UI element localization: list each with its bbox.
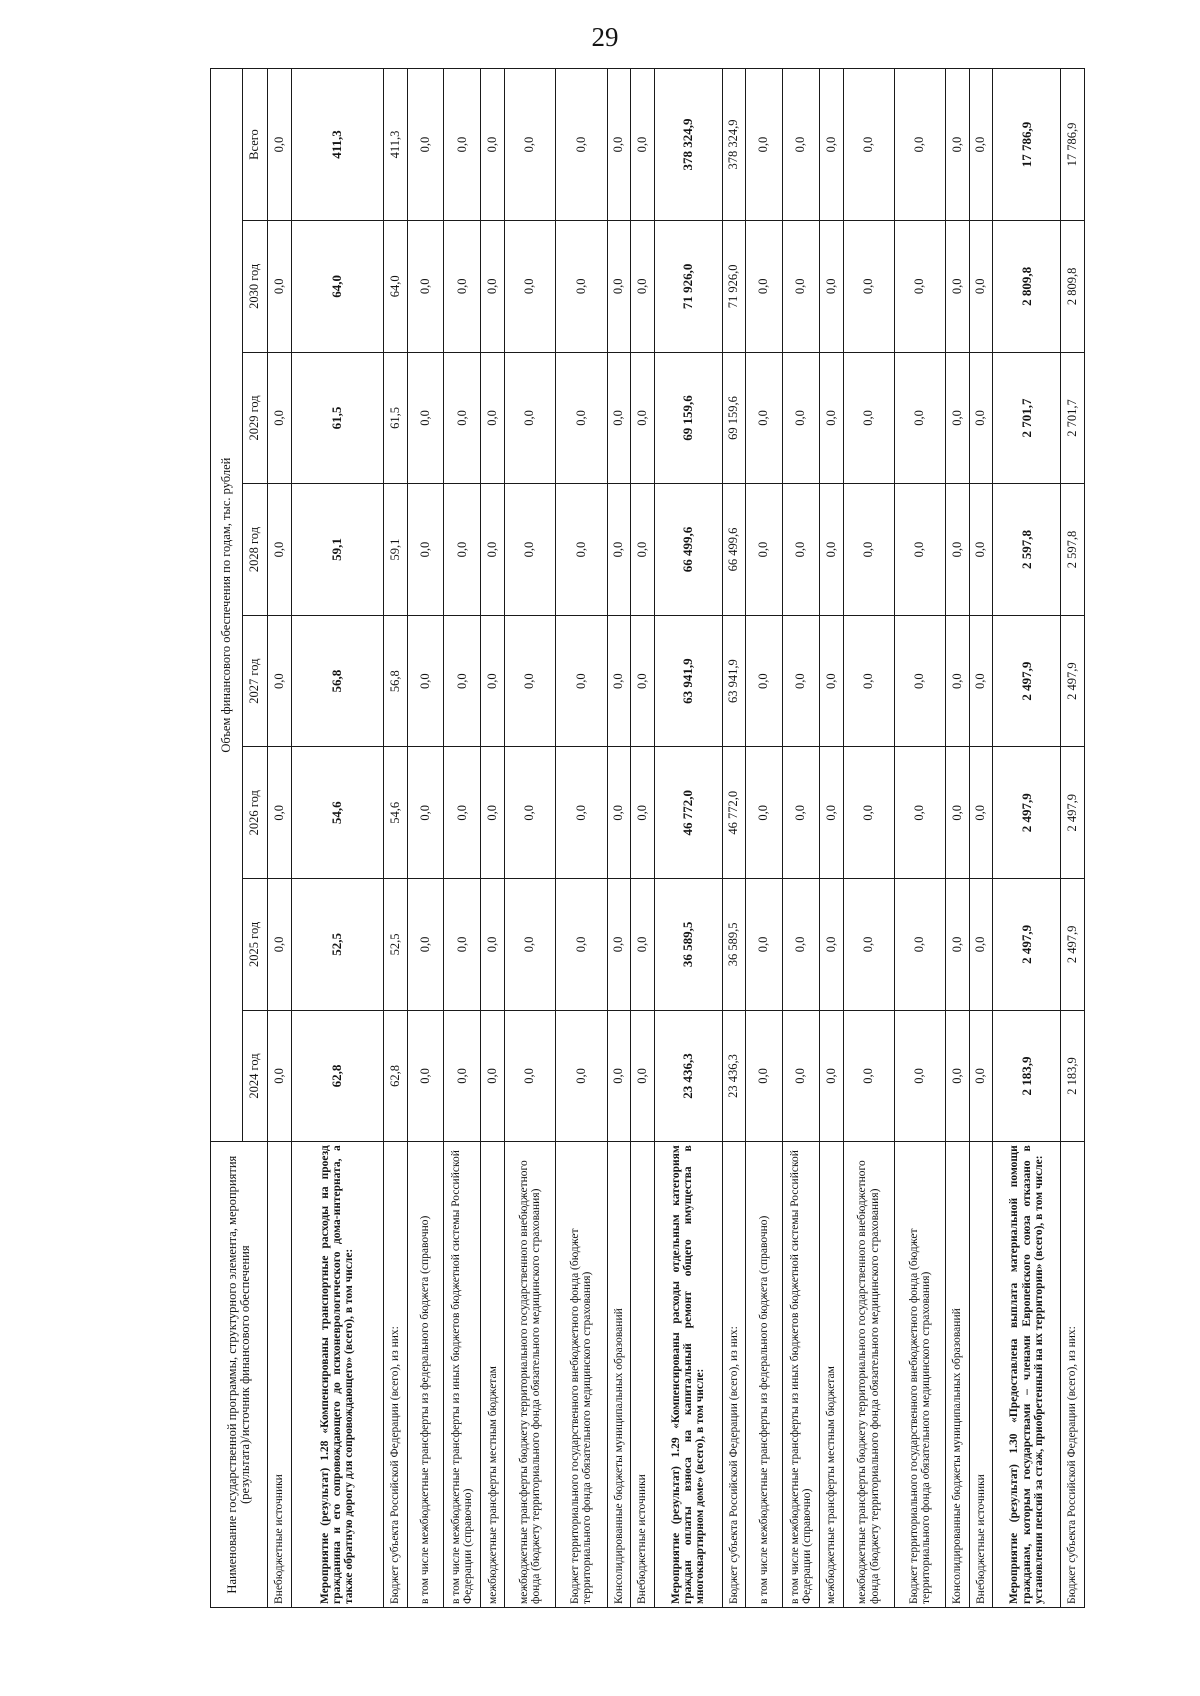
row-year-value: 0,0 bbox=[631, 352, 655, 484]
row-year-value: 0,0 bbox=[746, 615, 783, 747]
row-year-value: 0,0 bbox=[946, 352, 970, 484]
row-year-value: 0,0 bbox=[894, 615, 945, 747]
row-total-value: 0,0 bbox=[946, 69, 970, 221]
table-row bbox=[481, 69, 505, 1608]
funding-table bbox=[210, 68, 1085, 1608]
row-year-value: 0,0 bbox=[783, 747, 820, 879]
row-year-value: 0,0 bbox=[969, 352, 993, 484]
row-total-value: 0,0 bbox=[894, 69, 945, 221]
row-year-value: 54,6 bbox=[291, 747, 383, 879]
row-year-value: 0,0 bbox=[481, 484, 505, 616]
row-year-value: 0,0 bbox=[783, 221, 820, 353]
row-year-value: 23 436,3 bbox=[654, 1010, 722, 1142]
row-year-value: 0,0 bbox=[820, 1010, 844, 1142]
row-label: Бюджет субъекта Российской Федерации (всего), из них: bbox=[383, 1142, 407, 1608]
row-total-value: 0,0 bbox=[444, 69, 481, 221]
row-total-value: 378 324,9 bbox=[654, 69, 722, 221]
row-year-value: 2 497,9 bbox=[993, 879, 1061, 1011]
row-year-value: 61,5 bbox=[291, 352, 383, 484]
row-total-value: 17 786,9 bbox=[993, 69, 1061, 221]
row-year-value: 66 499,6 bbox=[654, 484, 722, 616]
row-year-value: 46 772,0 bbox=[654, 747, 722, 879]
row-total-value: 0,0 bbox=[607, 69, 631, 221]
header-name-column: Наименование государственной программы, структурного элемента, мероприятия (результата)/источник финансового обеспечения bbox=[211, 1142, 268, 1608]
row-year-value: 0,0 bbox=[783, 615, 820, 747]
row-year-value: 0,0 bbox=[556, 352, 607, 484]
row-year-value: 0,0 bbox=[746, 1010, 783, 1142]
row-year-value: 0,0 bbox=[631, 221, 655, 353]
header-year: 2029 год bbox=[243, 352, 268, 484]
row-year-value: 0,0 bbox=[969, 747, 993, 879]
table-body bbox=[268, 69, 1085, 1608]
row-label: Бюджет территориального государственного внебюджетного фонда (бюджет территориального фонда обязательного медицинского страхования) bbox=[556, 1142, 607, 1608]
header-year: 2024 год bbox=[243, 1010, 268, 1142]
row-year-value: 2 597,8 bbox=[1061, 484, 1085, 616]
row-year-value: 0,0 bbox=[783, 484, 820, 616]
row-year-value: 0,0 bbox=[843, 615, 894, 747]
row-year-value: 0,0 bbox=[946, 615, 970, 747]
row-year-value: 0,0 bbox=[444, 1010, 481, 1142]
row-year-value: 0,0 bbox=[607, 747, 631, 879]
row-year-value: 62,8 bbox=[383, 1010, 407, 1142]
row-year-value: 0,0 bbox=[556, 615, 607, 747]
row-year-value: 0,0 bbox=[969, 221, 993, 353]
row-year-value: 2 497,9 bbox=[1061, 615, 1085, 747]
row-year-value: 0,0 bbox=[969, 879, 993, 1011]
row-year-value: 64,0 bbox=[383, 221, 407, 353]
row-year-value: 0,0 bbox=[969, 615, 993, 747]
row-total-value: 0,0 bbox=[505, 69, 556, 221]
row-label: Внебюджетные источники bbox=[268, 1142, 292, 1608]
row-year-value: 0,0 bbox=[607, 615, 631, 747]
row-year-value: 0,0 bbox=[946, 879, 970, 1011]
row-year-value: 0,0 bbox=[505, 615, 556, 747]
row-year-value: 0,0 bbox=[746, 879, 783, 1011]
row-year-value: 54,6 bbox=[383, 747, 407, 879]
row-year-value: 2 497,9 bbox=[993, 747, 1061, 879]
row-year-value: 0,0 bbox=[268, 221, 292, 353]
row-year-value: 0,0 bbox=[505, 352, 556, 484]
header-volume-group: Объем финансового обеспечения по годам, тыс. рублей bbox=[211, 69, 243, 1142]
row-label: в том числе межбюджетные трансферты из федерального бюджета (справочно) bbox=[407, 1142, 444, 1608]
row-year-value: 0,0 bbox=[505, 484, 556, 616]
row-year-value: 0,0 bbox=[607, 352, 631, 484]
row-year-value: 0,0 bbox=[556, 879, 607, 1011]
row-year-value: 0,0 bbox=[631, 615, 655, 747]
row-total-value: 0,0 bbox=[268, 69, 292, 221]
row-year-value: 0,0 bbox=[843, 352, 894, 484]
row-label: Внебюджетные источники bbox=[969, 1142, 993, 1608]
row-year-value: 0,0 bbox=[607, 1010, 631, 1142]
row-year-value: 0,0 bbox=[481, 221, 505, 353]
row-year-value: 0,0 bbox=[631, 1010, 655, 1142]
row-year-value: 0,0 bbox=[843, 747, 894, 879]
row-year-value: 0,0 bbox=[407, 879, 444, 1011]
table-row bbox=[505, 69, 556, 1608]
row-total-value: 378 324,9 bbox=[722, 69, 746, 221]
rotated-table-wrapper bbox=[210, 68, 1085, 1608]
row-year-value: 0,0 bbox=[481, 1010, 505, 1142]
row-total-value: 0,0 bbox=[820, 69, 844, 221]
row-total-value: 0,0 bbox=[783, 69, 820, 221]
table-row bbox=[556, 69, 607, 1608]
row-label: Бюджет субъекта Российской Федерации (всего), из них: bbox=[1061, 1142, 1085, 1608]
row-year-value: 0,0 bbox=[268, 352, 292, 484]
row-year-value: 0,0 bbox=[444, 352, 481, 484]
row-year-value: 0,0 bbox=[631, 879, 655, 1011]
header-year: 2025 год bbox=[243, 879, 268, 1011]
row-year-value: 0,0 bbox=[607, 221, 631, 353]
row-year-value: 0,0 bbox=[843, 221, 894, 353]
row-year-value: 0,0 bbox=[843, 879, 894, 1011]
row-year-value: 0,0 bbox=[783, 352, 820, 484]
row-year-value: 0,0 bbox=[607, 879, 631, 1011]
row-year-value: 63 941,9 bbox=[722, 615, 746, 747]
row-year-value: 0,0 bbox=[556, 1010, 607, 1142]
row-year-value: 0,0 bbox=[407, 615, 444, 747]
row-year-value: 36 589,5 bbox=[654, 879, 722, 1011]
row-total-value: 0,0 bbox=[407, 69, 444, 221]
row-year-value: 23 436,3 bbox=[722, 1010, 746, 1142]
row-year-value: 0,0 bbox=[820, 484, 844, 616]
row-total-value: 411,3 bbox=[383, 69, 407, 221]
row-year-value: 0,0 bbox=[946, 1010, 970, 1142]
row-year-value: 0,0 bbox=[407, 484, 444, 616]
table-row bbox=[654, 69, 722, 1608]
table-row bbox=[407, 69, 444, 1608]
table-row bbox=[993, 69, 1061, 1608]
table-row bbox=[631, 69, 655, 1608]
row-year-value: 2 809,8 bbox=[993, 221, 1061, 353]
row-year-value: 0,0 bbox=[481, 352, 505, 484]
row-year-value: 0,0 bbox=[820, 615, 844, 747]
row-year-value: 0,0 bbox=[843, 484, 894, 616]
row-year-value: 0,0 bbox=[894, 221, 945, 353]
row-year-value: 0,0 bbox=[820, 352, 844, 484]
table-row bbox=[383, 69, 407, 1608]
row-total-value: 411,3 bbox=[291, 69, 383, 221]
header-year: 2028 год bbox=[243, 484, 268, 616]
table-row bbox=[1061, 69, 1085, 1608]
row-label: межбюджетные трансферты бюджету территориального государственного внебюджетного фонда (бюджету территориального фонда обязательного медицинского страхования) bbox=[843, 1142, 894, 1608]
row-year-value: 2 497,9 bbox=[1061, 747, 1085, 879]
page-number: 29 bbox=[591, 22, 619, 52]
row-year-value: 0,0 bbox=[969, 484, 993, 616]
row-total-value: 0,0 bbox=[481, 69, 505, 221]
row-label: Мероприятие (результат) 1.29 «Компенсированы расходы отдельным категориям граждан оплаты взноса на капитальный ремонт общего имущества в многоквартирном доме» (всего), в том числе: bbox=[654, 1142, 722, 1608]
row-label: в том числе межбюджетные трансферты из иных бюджетов бюджетной системы Российской Федерации (справочно) bbox=[783, 1142, 820, 1608]
row-year-value: 0,0 bbox=[746, 221, 783, 353]
header-year: 2030 год bbox=[243, 221, 268, 353]
table-row bbox=[843, 69, 894, 1608]
row-year-value: 2 701,7 bbox=[993, 352, 1061, 484]
row-year-value: 56,8 bbox=[383, 615, 407, 747]
row-year-value: 0,0 bbox=[783, 879, 820, 1011]
row-year-value: 2 497,9 bbox=[1061, 879, 1085, 1011]
row-year-value: 2 701,7 bbox=[1061, 352, 1085, 484]
table-row bbox=[268, 69, 292, 1608]
row-year-value: 46 772,0 bbox=[722, 747, 746, 879]
row-total-value: 0,0 bbox=[556, 69, 607, 221]
row-year-value: 0,0 bbox=[746, 747, 783, 879]
row-year-value: 0,0 bbox=[505, 879, 556, 1011]
row-label: Консолидированные бюджеты муниципальных образований bbox=[607, 1142, 631, 1608]
row-year-value: 2 183,9 bbox=[993, 1010, 1061, 1142]
row-year-value: 0,0 bbox=[820, 747, 844, 879]
row-year-value: 0,0 bbox=[746, 352, 783, 484]
row-label: в том числе межбюджетные трансферты из иных бюджетов бюджетной системы Российской Федерации (справочно) bbox=[444, 1142, 481, 1608]
row-year-value: 2 183,9 bbox=[1061, 1010, 1085, 1142]
row-year-value: 69 159,6 bbox=[654, 352, 722, 484]
row-year-value: 0,0 bbox=[894, 879, 945, 1011]
row-year-value: 0,0 bbox=[894, 352, 945, 484]
row-year-value: 0,0 bbox=[407, 747, 444, 879]
row-year-value: 0,0 bbox=[481, 747, 505, 879]
row-year-value: 69 159,6 bbox=[722, 352, 746, 484]
row-label: Внебюджетные источники bbox=[631, 1142, 655, 1608]
row-year-value: 0,0 bbox=[820, 221, 844, 353]
row-year-value: 0,0 bbox=[946, 484, 970, 616]
row-year-value: 63 941,9 bbox=[654, 615, 722, 747]
row-label: Бюджет территориального государственного внебюджетного фонда (бюджет территориального фонда обязательного медицинского страхования) bbox=[894, 1142, 945, 1608]
row-year-value: 36 589,5 bbox=[722, 879, 746, 1011]
row-year-value: 61,5 bbox=[383, 352, 407, 484]
row-year-value: 0,0 bbox=[556, 484, 607, 616]
table-row bbox=[746, 69, 783, 1608]
row-year-value: 0,0 bbox=[407, 221, 444, 353]
row-year-value: 0,0 bbox=[481, 879, 505, 1011]
row-year-value: 64,0 bbox=[291, 221, 383, 353]
row-total-value: 0,0 bbox=[843, 69, 894, 221]
row-year-value: 0,0 bbox=[268, 484, 292, 616]
row-year-value: 0,0 bbox=[969, 1010, 993, 1142]
table-row bbox=[946, 69, 970, 1608]
table-row bbox=[291, 69, 383, 1608]
row-year-value: 62,8 bbox=[291, 1010, 383, 1142]
row-total-value: 0,0 bbox=[969, 69, 993, 221]
row-year-value: 59,1 bbox=[383, 484, 407, 616]
row-label: в том числе межбюджетные трансферты из федерального бюджета (справочно) bbox=[746, 1142, 783, 1608]
row-year-value: 0,0 bbox=[268, 1010, 292, 1142]
row-year-value: 0,0 bbox=[407, 1010, 444, 1142]
row-year-value: 56,8 bbox=[291, 615, 383, 747]
table-row bbox=[444, 69, 481, 1608]
row-year-value: 0,0 bbox=[946, 747, 970, 879]
row-year-value: 0,0 bbox=[268, 879, 292, 1011]
row-year-value: 0,0 bbox=[556, 221, 607, 353]
row-label: Мероприятие (результат) 1.28 «Компенсированы транспортные расходы на проезд гражданина и его сопровождающего до психоневрологического дома-интерната, а также обратную дорогу для сопровождающего» (всего), в том числе: bbox=[291, 1142, 383, 1608]
table-row bbox=[722, 69, 746, 1608]
row-label: межбюджетные трансферты местным бюджетам bbox=[481, 1142, 505, 1608]
row-label: Консолидированные бюджеты муниципальных образований bbox=[946, 1142, 970, 1608]
header-year: 2026 год bbox=[243, 747, 268, 879]
row-year-value: 0,0 bbox=[556, 747, 607, 879]
row-year-value: 59,1 bbox=[291, 484, 383, 616]
table-row bbox=[969, 69, 993, 1608]
row-year-value: 52,5 bbox=[383, 879, 407, 1011]
row-year-value: 0,0 bbox=[746, 484, 783, 616]
row-year-value: 0,0 bbox=[407, 352, 444, 484]
row-year-value: 0,0 bbox=[783, 1010, 820, 1142]
row-year-value: 0,0 bbox=[946, 221, 970, 353]
row-label: межбюджетные трансферты бюджету территориального государственного внебюджетного фонда (бюджету территориального фонда обязательного медицинского страхования) bbox=[505, 1142, 556, 1608]
table-row bbox=[820, 69, 844, 1608]
row-year-value: 0,0 bbox=[894, 1010, 945, 1142]
row-year-value: 0,0 bbox=[505, 1010, 556, 1142]
row-total-value: 0,0 bbox=[631, 69, 655, 221]
row-year-value: 0,0 bbox=[481, 615, 505, 747]
row-year-value: 0,0 bbox=[444, 484, 481, 616]
header-year: 2027 год bbox=[243, 615, 268, 747]
row-year-value: 0,0 bbox=[444, 615, 481, 747]
row-label: Мероприятие (результат) 1.30 «Предоставлена выплата материальной помощи гражданам, которым государствами – членами Европейского союза отказано в установлении пенсий за стаж, приобретенный на их территории» (всего), в том числе: bbox=[993, 1142, 1061, 1608]
table-row bbox=[783, 69, 820, 1608]
row-year-value: 0,0 bbox=[894, 484, 945, 616]
row-year-value: 0,0 bbox=[631, 484, 655, 616]
table-row bbox=[607, 69, 631, 1608]
row-year-value: 66 499,6 bbox=[722, 484, 746, 616]
row-year-value: 0,0 bbox=[505, 747, 556, 879]
row-total-value: 17 786,9 bbox=[1061, 69, 1085, 221]
row-year-value: 0,0 bbox=[444, 221, 481, 353]
header-total: Всего bbox=[243, 69, 268, 221]
row-label: межбюджетные трансферты местным бюджетам bbox=[820, 1142, 844, 1608]
row-year-value: 2 809,8 bbox=[1061, 221, 1085, 353]
row-year-value: 0,0 bbox=[444, 879, 481, 1011]
row-year-value: 52,5 bbox=[291, 879, 383, 1011]
row-year-value: 2 497,9 bbox=[993, 615, 1061, 747]
row-label: Бюджет субъекта Российской Федерации (всего), из них: bbox=[722, 1142, 746, 1608]
row-year-value: 0,0 bbox=[894, 747, 945, 879]
row-year-value: 0,0 bbox=[843, 1010, 894, 1142]
row-year-value: 0,0 bbox=[505, 221, 556, 353]
table-row bbox=[894, 69, 945, 1608]
row-year-value: 0,0 bbox=[268, 615, 292, 747]
row-year-value: 0,0 bbox=[631, 747, 655, 879]
row-year-value: 71 926,0 bbox=[654, 221, 722, 353]
row-year-value: 0,0 bbox=[268, 747, 292, 879]
row-year-value: 0,0 bbox=[820, 879, 844, 1011]
row-year-value: 2 597,8 bbox=[993, 484, 1061, 616]
row-total-value: 0,0 bbox=[746, 69, 783, 221]
row-year-value: 71 926,0 bbox=[722, 221, 746, 353]
row-year-value: 0,0 bbox=[444, 747, 481, 879]
row-year-value: 0,0 bbox=[607, 484, 631, 616]
